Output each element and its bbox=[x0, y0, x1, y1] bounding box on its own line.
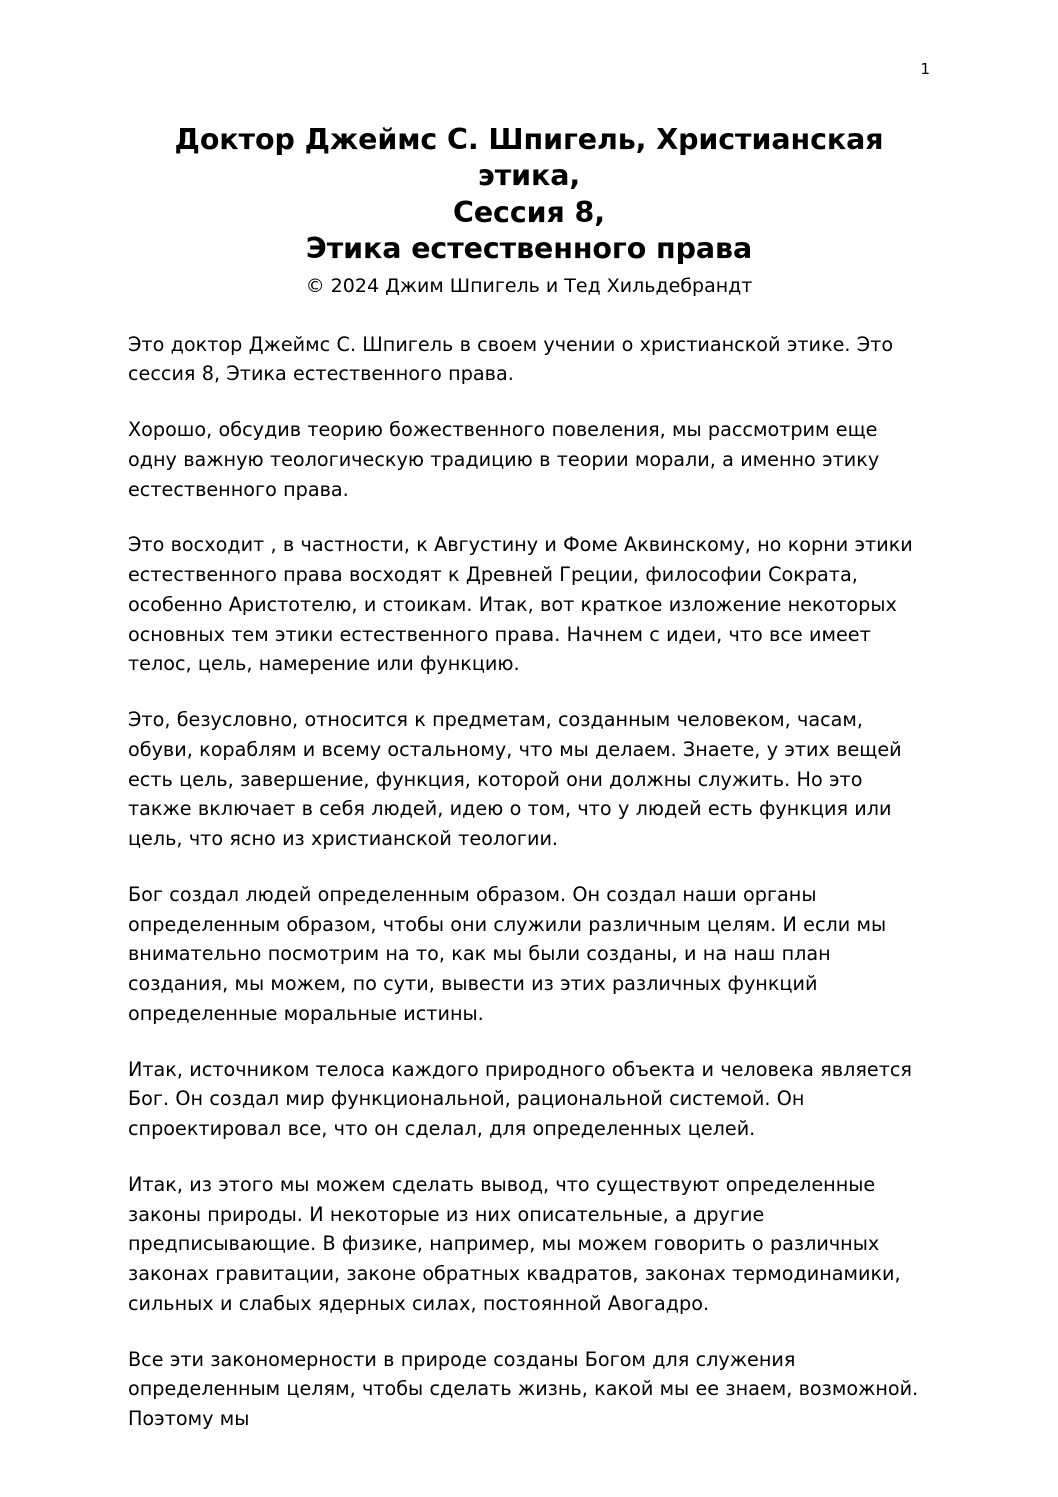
body-paragraph: Это, безусловно, относится к предметам, созданным человеком, часам, обуви, кораблям и всему остальному, что мы делаем. Знаете, у этих вещей есть цель, завершение, функция, которой они должны служить. Но это также включает в себя людей, идею о том, что у людей есть функция или цель, что ясно из христианской теологии. bbox=[128, 708, 902, 851]
body-paragraph: Это восходит , в частности, к Августину и Фоме Аквинскому, но корни этики естественного права восходят к Древней Греции, философии Сократа, особенно Аристотелю, и стоикам. Итак, вот краткое изложение некоторых основных тем этики естественного права. Начнем с идеи, что все имеет телос, цель, намерение или функцию. bbox=[128, 533, 913, 676]
copyright-line: © 2024 Джим Шпигель и Тед Хильдебрандт bbox=[305, 274, 753, 297]
title-line-1: Доктор Джеймс С. Шпигель, Христианская этика, bbox=[174, 123, 884, 193]
body-paragraph: Итак, из этого мы можем сделать вывод, что существуют определенные законы природы. И некоторые из них описательные, а другие предписывающие. В физике, например, мы можем говорить о различных законах гравитации, законе обратных квадратов, законах термодинамики, сильных и слабых ядерных силах, постоянной Авогадро. bbox=[128, 1172, 901, 1315]
body-paragraph: Бог создал людей определенным образом. Он создал наши органы определенным образом, чтобы они служили различным целям. И если мы внимательно посмотрим на то, как мы были созданы, и на наш план создания, мы можем, по сути, вывести из этих различных функций определенные моральные истины. bbox=[128, 882, 887, 1025]
body-paragraph: Хорошо, обсудив теорию божественного повеления, мы рассмотрим еще одну важную теологическую традицию в теории морали, а именно этику естественного права. bbox=[128, 418, 880, 501]
body-paragraph: Это доктор Джеймс С. Шпигель в своем учении о христианской этике. Это сессия 8, Этика естественного права. bbox=[128, 332, 894, 386]
title-line-2: Сессия 8, bbox=[453, 195, 605, 229]
page-subtitle: Этика естественного права bbox=[305, 232, 753, 266]
page-number: 1 bbox=[920, 60, 930, 78]
page-title bbox=[128, 122, 930, 231]
document-body bbox=[128, 330, 930, 1434]
body-paragraph: Итак, источником телоса каждого природного объекта и человека является Бог. Он создал мир функциональной, рациональной системой. Он спроектировал все, что он сделал, для определенных целей. bbox=[128, 1057, 912, 1141]
body-paragraph: Все эти закономерности в природе созданы Богом для служения определенным целям, чтобы сделать жизнь, какой мы ее знаем, возможной. Поэтому мы bbox=[128, 1347, 919, 1431]
